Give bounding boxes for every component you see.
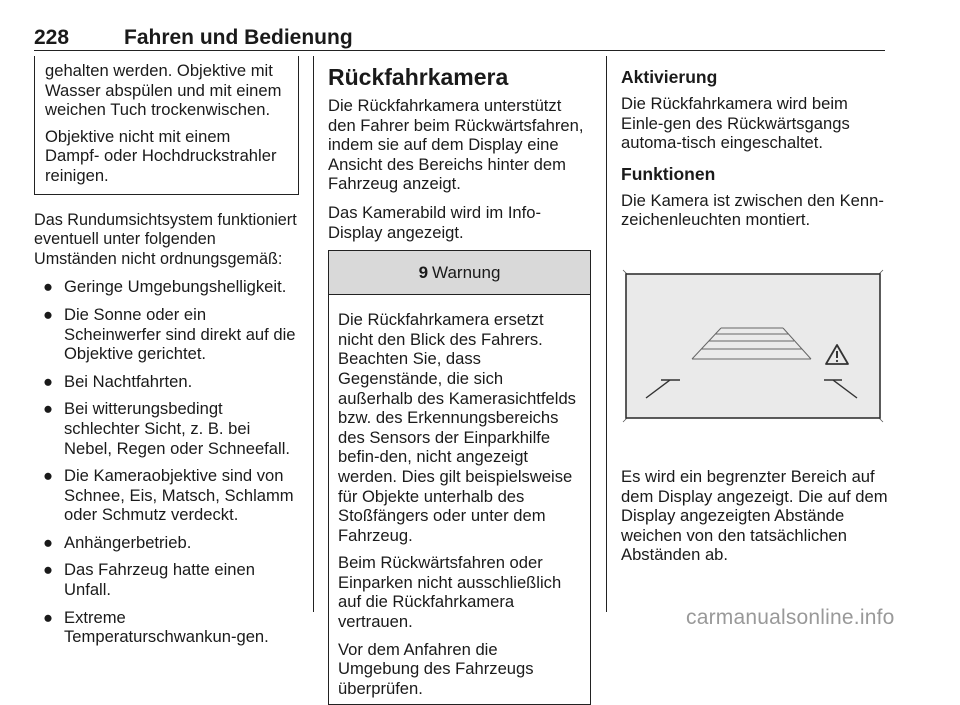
warning-box	[328, 250, 591, 705]
display-note: Es wird ein begrenzter Bereich auf dem Display angezeigt. Die auf dem Display angezeigten Abstände weichen von den tatsächlichen Abständen ab.	[621, 467, 888, 565]
intro-paragraph: Das Rundumsichtsystem funktioniert eventuell unter folgenden Umständen nicht ordnungsgemäß:	[34, 210, 297, 268]
list-item: ● Die Sonne oder ein Scheinwerfer sind direkt auf die Objektive gerichtet.	[43, 304, 296, 364]
bullet-icon: ●	[43, 371, 54, 391]
column-divider-right	[606, 56, 607, 612]
bullet-icon: ●	[43, 277, 54, 297]
warning-header	[329, 251, 590, 295]
section-heading: Rückfahrkamera	[328, 64, 509, 90]
right-column	[621, 66, 889, 239]
warning-icon: 9	[418, 262, 429, 282]
section-title: Fahren und Bedienung	[124, 26, 353, 49]
functions-heading: Funktionen	[621, 163, 716, 184]
bullet-icon: ●	[43, 399, 54, 419]
warning-body	[329, 295, 590, 704]
left-column	[34, 56, 299, 655]
list-item: ● Bei Nachtfahrten.	[43, 371, 193, 391]
continued-box	[34, 56, 299, 195]
warning-paragraph: Beim Rückwärtsfahren oder Einparken nicht ausschließlich auf die Rückfahrkamera vertrauen.	[338, 553, 562, 632]
bullet-icon: ●	[43, 304, 54, 324]
body-paragraph: Das Kamerabild wird im Info-Display angezeigt.	[328, 202, 542, 242]
right-column-bottom	[621, 467, 891, 574]
bullet-icon: ●	[43, 607, 54, 627]
header-rule	[34, 50, 885, 51]
middle-column	[328, 64, 591, 705]
activation-heading: Aktivierung	[621, 67, 718, 87]
list-item: ● Extreme Temperaturschwankun-gen.	[43, 607, 269, 647]
warning-paragraph: Vor dem Anfahren die Umgebung des Fahrzeugs überprüfen.	[338, 639, 534, 698]
body-paragraph: Die Rückfahrkamera unterstützt den Fahrer beim Rückwärtsfahren, indem sie auf dem Display eine Ansicht des Bereichs hinter dem Fahrzeug anzeigt.	[328, 96, 584, 194]
display-screen	[626, 274, 880, 418]
list-item: ● Die Kameraobjektive sind von Schnee, Eis, Matsch, Schlamm oder Schmutz verdeckt.	[43, 466, 294, 525]
warning-title: Warnung	[432, 262, 501, 282]
camera-display-illustration	[620, 268, 886, 424]
column-divider-left	[313, 56, 314, 612]
list-item: ● Geringe Umgebungshelligkeit.	[43, 277, 287, 297]
activation-text: Die Rückfahrkamera wird beim Einle-gen des Rückwärtsgangs automa-tisch eingeschaltet.	[621, 94, 850, 153]
bullet-icon: ●	[43, 532, 54, 552]
list-item: ● Bei witterungsbedingt schlechter Sicht, z. B. bei Nebel, Regen oder Schneefall.	[43, 399, 291, 458]
conditions-list	[34, 277, 299, 647]
functions-text: Die Kamera ist zwischen den Kenn-zeichenleuchten montiert.	[621, 190, 884, 230]
box-paragraph: gehalten werden. Objektive mit Wasser abspülen und mit einem weichen Tuch trockenwischen.	[45, 61, 282, 120]
warning-paragraph: Die Rückfahrkamera ersetzt nicht den Blick des Fahrers. Beachten Sie, dass Gegenstände, die sich außerhalb des Kamerasichtfelds bzw. des Erkennungsbereichs des Sensors der Einparkhilfe befin-den, nicht angezeigt werden. Dies gilt beispielsweise für Objekte unterhalb des Stoßfängers oder unter dem Fahrzeug.	[338, 310, 576, 545]
page-header	[34, 26, 353, 50]
box-paragraph: Objektive nicht mit einem Dampf- oder Hochdruckstrahler reinigen.	[45, 126, 277, 185]
bullet-icon: ●	[43, 560, 54, 580]
list-item: ● Anhängerbetrieb.	[43, 532, 192, 552]
list-item: ● Das Fahrzeug hatte einen Unfall.	[43, 560, 255, 600]
watermark: carmanualsonline.info	[686, 606, 895, 629]
page-number: 228	[34, 26, 70, 49]
bullet-icon: ●	[43, 466, 54, 486]
